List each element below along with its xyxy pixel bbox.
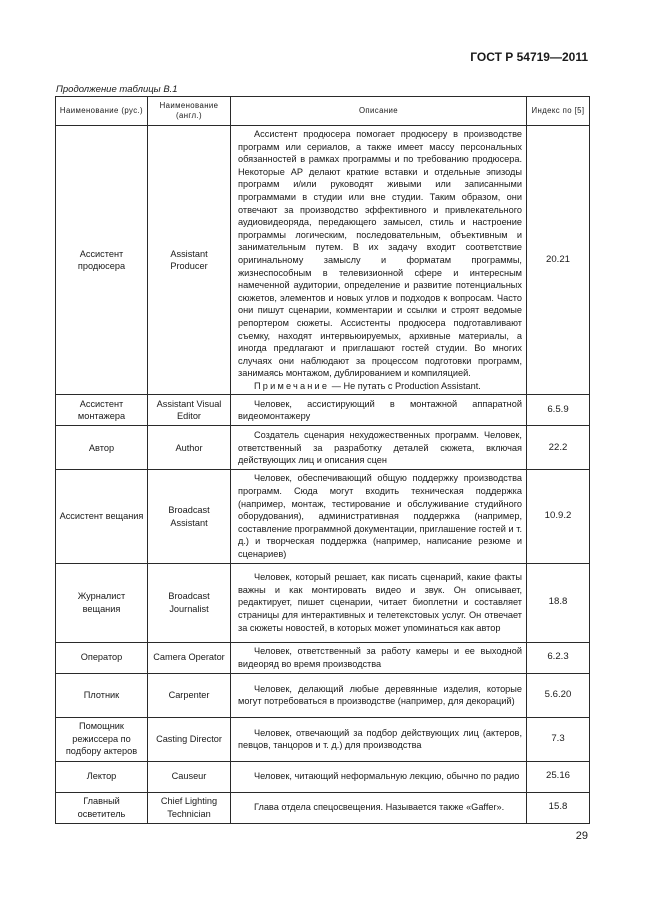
term-description bbox=[231, 792, 527, 823]
term-en: Camera Operator bbox=[148, 642, 231, 673]
term-ru: Ассистент вещания bbox=[56, 470, 148, 563]
term-ru: Лектор bbox=[56, 761, 148, 792]
note-label: Примечание bbox=[254, 380, 330, 391]
term-ru: Ассистент продюсера bbox=[56, 126, 148, 395]
term-description bbox=[231, 470, 527, 563]
description-text: Создатель сценария нехудожественных программ. Человек, ответственный за разработку деталей сюжета, включая действующих лиц и описания сцен bbox=[238, 430, 522, 466]
table-caption: Продолжение таблицы В.1 bbox=[56, 84, 178, 95]
term-ru: Плотник bbox=[56, 673, 148, 717]
term-ru: Главный осветитель bbox=[56, 792, 148, 823]
description-text: Глава отдела спецосвещения. Называется также «Gaffer». bbox=[254, 802, 505, 813]
description-text: Человек, который решает, как писать сценарий, какие факты важны и как монтировать видео и звук. Он описывает, редактирует, пишет сценарии, читает биоплетни и составляет страницы для интерактивных и телетекстовых услуг. Он отвечает за сюжеты новостей, в которых может упоминаться как автор bbox=[238, 572, 522, 633]
term-en: Broadcast Journalist bbox=[148, 563, 231, 642]
header-description: Описание bbox=[231, 97, 527, 126]
term-en: Assistant Visual Editor bbox=[148, 395, 231, 426]
table-row bbox=[56, 673, 590, 717]
description-text: Ассистент продюсера помогает продюсеру в производстве программ или сериалов, а также имеет массу персональных обязанностей в рамках программы и по требованию продюсера. Некоторые АР делают краткие вставки и отдельные эпизоды программ и/или руководят живыми или записанными программами в студии или вне студии. Таким образом, они отвечают за производство эффективного и привлекательного аудиовидеоряда, передающего замысел, стиль и настроение программы логическим, последовательным, объективным и занимательным путем. В их задачу входит соответствие оригинальному замыслу и форматам программы, жизнеспособным в телевизионной сфере и интересным намеченной аудитории, определение и развитие потенциальных сюжетов, элементов и новых углов и подходов к вопросам. Часто они пишут сценарии, комментарии и ссылки и строят ведомые репортером сюжеты. Ассистенты продюсера подготавливают съемку, находят интервьюируемых, архивные материалы, а иногда предлагают и приглашают гостей студии. Во многих случаях они наблюдают за процессом подготовки программ, занимаясь монтажом, дублированием и компиляцией. bbox=[238, 129, 522, 379]
term-index: 7.3 bbox=[527, 717, 590, 761]
term-index: 10.9.2 bbox=[527, 470, 590, 563]
description-text: Человек, ответственный за работу камеры и ее выходной видеоряд во время производства bbox=[238, 646, 522, 669]
term-ru: Помощник режиссера по подбору актеров bbox=[56, 717, 148, 761]
note-text: — Не путать с Production Assistant. bbox=[329, 380, 481, 391]
description-text: Человек, читающий неформальную лекцию, обычно по радио bbox=[254, 771, 520, 782]
description-text: Человек, отвечающий за подбор действующих лиц (актеров, певцов, танцоров и т. д.) для производства bbox=[238, 727, 522, 751]
note bbox=[238, 380, 522, 393]
table-row bbox=[56, 563, 590, 642]
table-row bbox=[56, 470, 590, 563]
term-en: Carpenter bbox=[148, 673, 231, 717]
description-text: Человек, ассистирующий в монтажной аппаратной видеомонтажеру bbox=[238, 398, 522, 422]
term-en: Chief Lighting Technician bbox=[148, 792, 231, 823]
table-row bbox=[56, 426, 590, 470]
term-index: 6.5.9 bbox=[527, 395, 590, 426]
table-row bbox=[56, 761, 590, 792]
term-index: 5.6.20 bbox=[527, 673, 590, 717]
table-row bbox=[56, 126, 590, 395]
term-description bbox=[231, 717, 527, 761]
table-row bbox=[56, 792, 590, 823]
term-index: 22.2 bbox=[527, 426, 590, 470]
table-row bbox=[56, 642, 590, 673]
table-header-row bbox=[56, 97, 590, 126]
term-description bbox=[231, 126, 527, 395]
term-description bbox=[231, 563, 527, 642]
page-number: 29 bbox=[575, 830, 588, 842]
term-ru: Оператор bbox=[56, 642, 148, 673]
table-row bbox=[56, 395, 590, 426]
term-index: 20.21 bbox=[527, 126, 590, 395]
term-description bbox=[231, 426, 527, 470]
term-ru: Ассистент монтажера bbox=[56, 395, 148, 426]
header-name-en: Наименование (англ.) bbox=[148, 97, 231, 126]
term-description bbox=[231, 395, 527, 426]
term-description bbox=[231, 642, 527, 673]
terms-table bbox=[55, 96, 590, 824]
standard-number: ГОСТ Р 54719—2011 bbox=[470, 50, 588, 64]
term-en: Author bbox=[148, 426, 231, 470]
term-index: 15.8 bbox=[527, 792, 590, 823]
term-en: Assistant Producer bbox=[148, 126, 231, 395]
term-index: 6.2.3 bbox=[527, 642, 590, 673]
term-index: 25.16 bbox=[527, 761, 590, 792]
term-en: Causeur bbox=[148, 761, 231, 792]
term-index: 18.8 bbox=[527, 563, 590, 642]
term-description bbox=[231, 673, 527, 717]
description-text: Человек, делающий любые деревянные изделия, которые могут потребоваться в производстве (например, для декораций) bbox=[238, 683, 522, 707]
term-ru: Журналист вещания bbox=[56, 563, 148, 642]
term-en: Broadcast Assistant bbox=[148, 470, 231, 563]
term-ru: Автор bbox=[56, 426, 148, 470]
description-text: Человек, обеспечивающий общую поддержку производства программ. Сюда могут входить техническая поддержка (например, монтаж, тестирование и обслуживание студийного оборудования), административная поддержка (например, составление программной документации, приглашение гостей и т. д.) и творческая поддержка (например, написание резюме и сценариев) bbox=[238, 473, 522, 560]
term-description bbox=[231, 761, 527, 792]
table-row bbox=[56, 717, 590, 761]
header-name-ru: Наименование (рус.) bbox=[56, 97, 148, 126]
header-index: Индекс по [5] bbox=[527, 97, 590, 126]
term-en: Casting Director bbox=[148, 717, 231, 761]
